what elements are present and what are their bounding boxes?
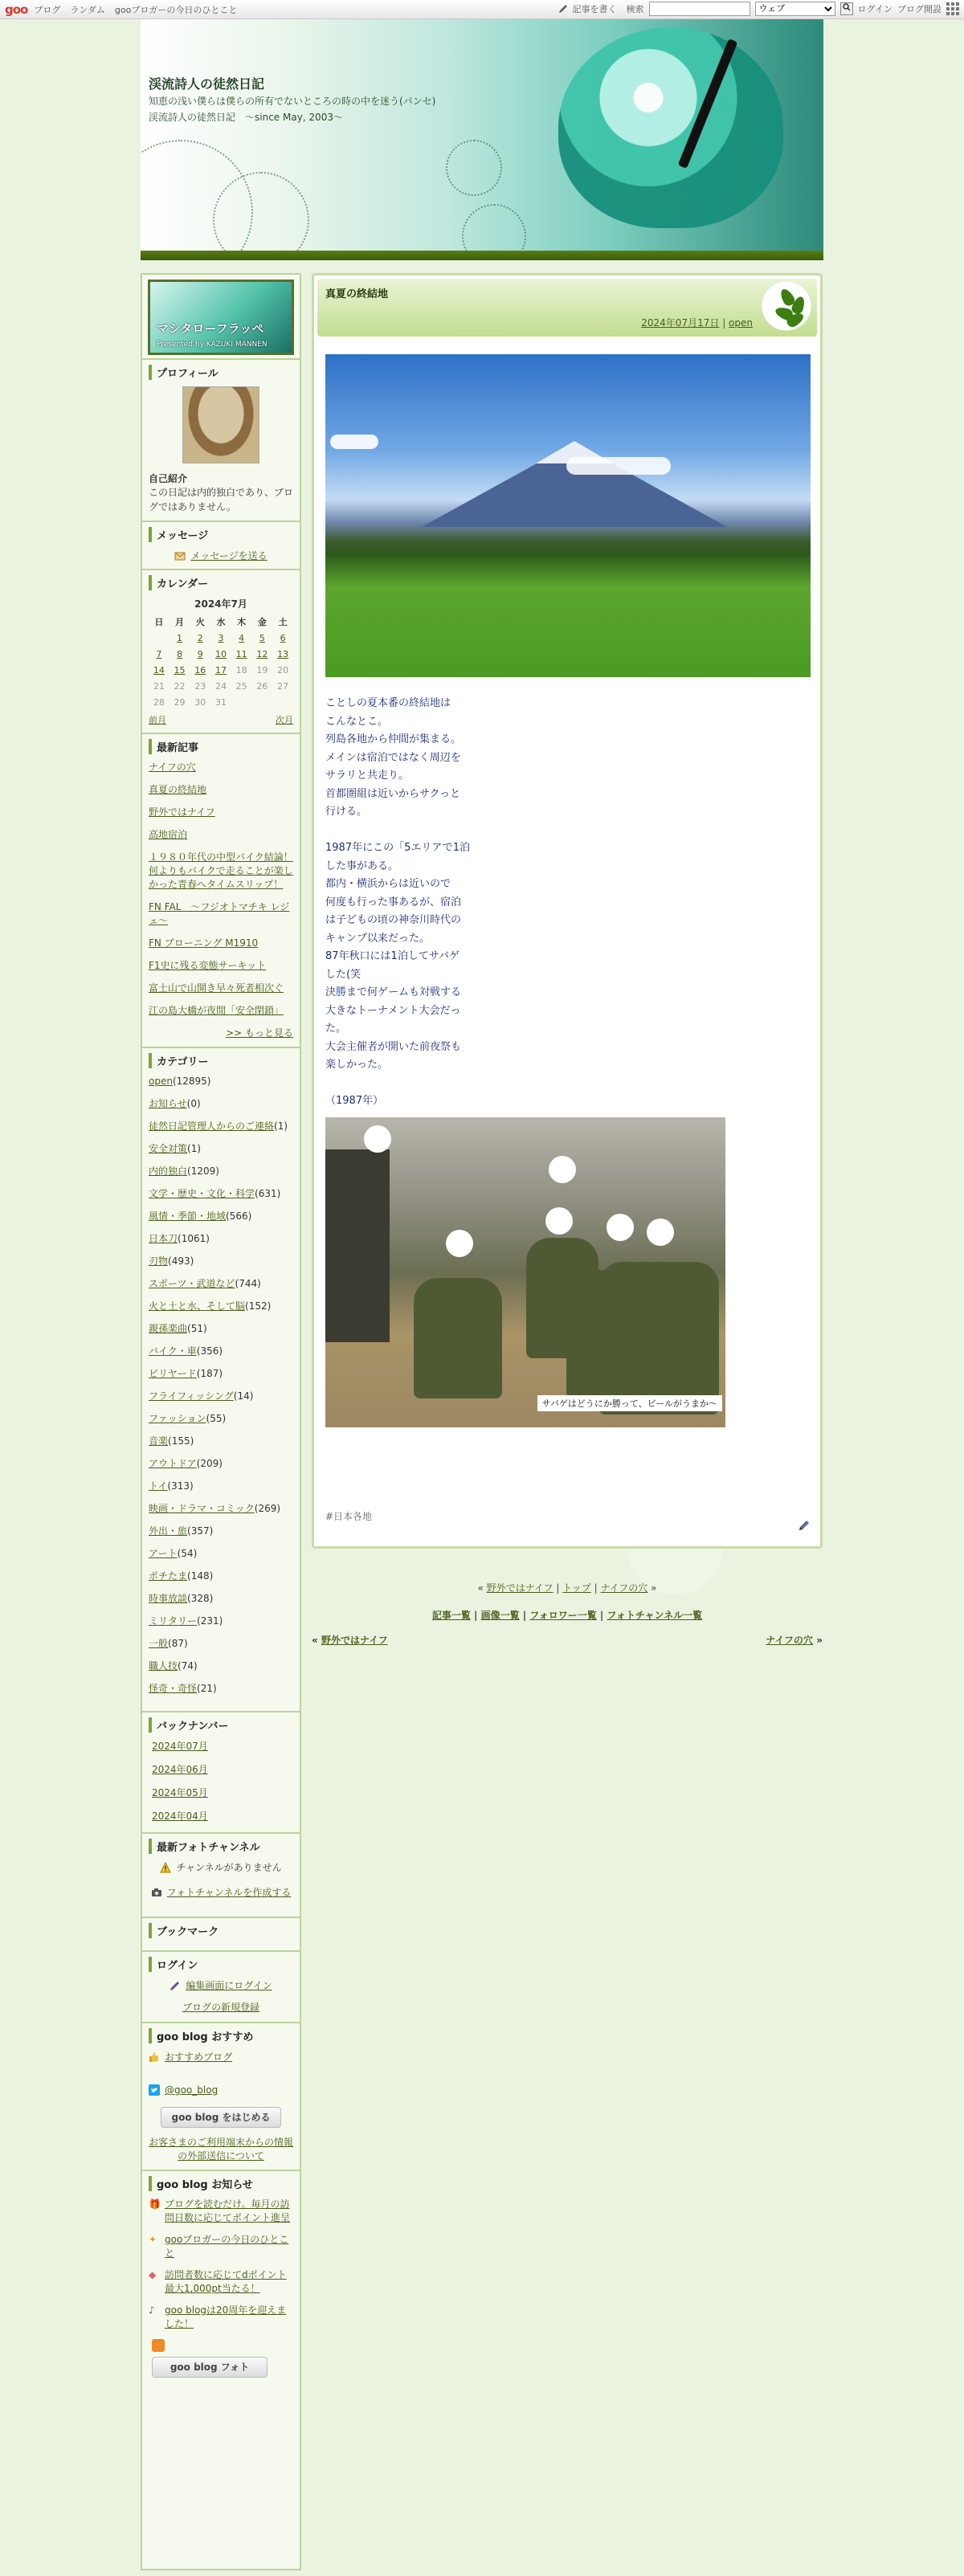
category-item xyxy=(149,1525,293,1538)
start-goo-blog-label: goo blog をはじめる xyxy=(171,2112,271,2123)
category-section xyxy=(142,1047,300,1711)
category-link[interactable]: 徒然日記管理人からのご連絡 xyxy=(149,1121,275,1132)
category-item xyxy=(149,1547,293,1561)
top-bar xyxy=(0,0,964,19)
external-transmission-link[interactable]: お客さまのご利用端末からの情報の外部送信について xyxy=(149,2137,294,2162)
calendar-prev-link[interactable]: 前月 xyxy=(149,715,166,725)
category-count: (74) xyxy=(178,1660,198,1672)
message-heading: メッセージ xyxy=(149,527,293,542)
topbar-link-random[interactable]: ランダム xyxy=(70,4,105,15)
backnumber-link[interactable]: 2024年06月 xyxy=(152,1764,208,1775)
mount-fuji-photo[interactable] xyxy=(325,354,811,677)
category-count: (357) xyxy=(187,1525,214,1537)
calendar-day[interactable]: 16 xyxy=(194,664,206,676)
article-header xyxy=(317,279,817,337)
category-link[interactable]: スポーツ・武道など xyxy=(149,1278,235,1289)
article-line: 大会主催者が開いた前夜祭も xyxy=(325,1040,462,1053)
calendar-day[interactable]: 6 xyxy=(280,632,286,643)
photo-caption: サバゲはどうにか勝って、ビールがうまか～ xyxy=(537,1395,722,1411)
category-item xyxy=(149,1187,293,1201)
prev-article-link[interactable]: 野外ではナイフ xyxy=(321,1635,388,1646)
news-link[interactable]: 訪問者数に応じてdポイント最大1,000pt当たる！ xyxy=(165,2269,287,2294)
lace-decoration xyxy=(213,172,309,260)
pager-separator: » xyxy=(647,1582,657,1594)
blog-header xyxy=(141,19,823,260)
category-count: (1) xyxy=(187,1143,202,1154)
send-message-link[interactable]: メッセージを送る xyxy=(190,550,268,561)
article-line: 大きなトーナメント大会だっ xyxy=(325,1004,461,1017)
sidebar-logo-image xyxy=(148,280,294,355)
category-link[interactable]: ミリタリー xyxy=(149,1615,198,1627)
search-label: 検索 xyxy=(626,4,644,14)
category-link[interactable]: 外出・旅 xyxy=(149,1525,188,1537)
category-item xyxy=(149,1570,293,1583)
recent-article-link[interactable]: 真夏の終結地 xyxy=(149,784,207,795)
recent-article-link[interactable]: １９８０年代の中型バイク結論！何よりもバイクで走ることが楽しかった青春へタイムスリップ！ xyxy=(149,851,293,890)
calendar-day: 29 xyxy=(174,696,186,708)
calendar-day[interactable]: 5 xyxy=(259,632,265,643)
calendar-day: 20 xyxy=(277,664,289,676)
news-section xyxy=(142,2170,300,2384)
calendar-day xyxy=(231,694,252,710)
category-link[interactable]: 日本刀 xyxy=(149,1233,178,1244)
leaf-decoration xyxy=(758,277,815,335)
article-pager xyxy=(312,1581,823,1594)
category-link[interactable]: 火と土と水、そして脳 xyxy=(149,1300,246,1312)
no-channel-text: チャンネルがありません xyxy=(176,1862,282,1873)
news-link[interactable]: ブログを読むだけ。毎月の訪問日数に応じてポイント進呈 xyxy=(165,2198,291,2223)
calendar-day[interactable]: 14 xyxy=(153,664,165,676)
thumbs-up-icon xyxy=(149,2051,160,2063)
category-item xyxy=(149,1435,293,1448)
calendar-day[interactable]: 2 xyxy=(197,632,203,643)
follower-list-link[interactable]: フォロワー一覧 xyxy=(529,1610,597,1621)
recent-article-link[interactable]: 富士山で山開き早々死者相次ぐ xyxy=(149,982,284,994)
article-line: キャンプ以来だった。 xyxy=(325,932,431,945)
category-item xyxy=(149,1390,293,1403)
weekday-label: 火 xyxy=(195,617,205,627)
calendar-day xyxy=(252,694,273,710)
search-input[interactable] xyxy=(649,2,750,16)
recent-article-link[interactable]: 江の島大橋が夜間「安全閉鎖」 xyxy=(149,1005,284,1016)
article-line: た。 xyxy=(325,1023,347,1035)
article-line: は子どもの頃の神奈川時代の xyxy=(325,914,462,926)
category-link[interactable]: 風情・季節・地域 xyxy=(149,1210,227,1222)
calendar-day: 23 xyxy=(194,680,206,692)
sparkle-icon: ✦ xyxy=(149,2234,157,2245)
search-button[interactable] xyxy=(840,2,853,15)
news-link[interactable]: gooブロガーの今日のひとこと xyxy=(165,2234,289,2259)
category-count: (493) xyxy=(168,1255,194,1267)
category-item xyxy=(149,1345,293,1358)
article-line: した事がある。 xyxy=(325,859,399,872)
calendar-day[interactable]: 12 xyxy=(256,648,268,659)
recommend-section xyxy=(142,2022,300,2170)
category-link[interactable]: 安全対策 xyxy=(149,1143,188,1154)
photo-channel-heading: 最新フォトチャンネル xyxy=(149,1839,293,1854)
category-item xyxy=(149,1232,293,1246)
blog-description: 知恵の浅い僕らは僕らの所有でないところの時の中を迷う(パンセ) 渓流詩人の徒然日記 ～since May, 2003～ xyxy=(149,96,446,123)
article-line xyxy=(325,822,486,840)
twitter-link[interactable]: @goo_blog xyxy=(165,2084,219,2096)
weekday-label: 木 xyxy=(237,617,247,627)
category-link[interactable]: ファッション xyxy=(149,1413,206,1424)
recent-articles-heading: 最新記事 xyxy=(149,739,293,754)
article-title[interactable]: 真夏の終結地 xyxy=(325,288,389,300)
new-blog-register-link[interactable]: ブログの新規登録 xyxy=(182,2002,259,2013)
camera-icon xyxy=(151,1887,162,1898)
start-goo-blog-button[interactable] xyxy=(161,2107,281,2128)
category-count: (1) xyxy=(274,1121,288,1132)
article-date-link[interactable]: 2024年07月17日 xyxy=(641,317,720,329)
category-link[interactable]: 刃物 xyxy=(149,1255,169,1267)
profile-section xyxy=(142,358,300,521)
weekday-label: 日 xyxy=(154,617,164,627)
category-count: (148) xyxy=(187,1570,214,1582)
category-count: (12895) xyxy=(172,1076,211,1087)
calendar-day[interactable]: 13 xyxy=(277,648,289,659)
calendar-day: 24 xyxy=(214,680,227,692)
category-item xyxy=(149,1412,293,1426)
article-line: サラリと共走り。 xyxy=(325,770,410,782)
article-list-link[interactable]: 記事一覧 xyxy=(431,1610,471,1621)
edit-pencil-icon[interactable] xyxy=(798,1519,811,1532)
article-line: 行ける。 xyxy=(325,806,368,818)
blog-title[interactable]: 渓流詩人の徒然日記 xyxy=(149,76,265,92)
backnumber-heading: バックナンバー xyxy=(149,1717,293,1733)
weekday-label: 金 xyxy=(257,617,267,627)
calendar-day: 28 xyxy=(153,696,165,708)
category-link[interactable]: 職人技 xyxy=(149,1660,178,1672)
warning-icon xyxy=(160,1862,171,1873)
calendar-day[interactable]: 10 xyxy=(214,648,227,659)
topbar-link-blog[interactable]: ブログ xyxy=(34,4,61,15)
recommend-heading: goo blog おすすめ xyxy=(149,2028,293,2043)
shaved-ice-glass-image xyxy=(558,27,783,228)
login-heading: ログイン xyxy=(149,1957,293,1972)
category-item xyxy=(149,1255,293,1268)
article-line: 1987年にこの「5エリアで1泊 xyxy=(325,842,471,854)
article-line: 決勝まで何ゲームも対戦する xyxy=(325,986,462,998)
lace-decoration xyxy=(446,140,502,196)
article-body xyxy=(325,695,486,1111)
category-link[interactable]: 文学・歴史・文化・科学 xyxy=(149,1188,255,1199)
calendar-section xyxy=(142,569,300,733)
group-photo-1987[interactable] xyxy=(325,1117,725,1427)
article-line: （1987年） xyxy=(325,1095,384,1107)
pager-separator: « xyxy=(477,1582,487,1594)
flag-pole-image xyxy=(325,1149,390,1342)
category-count: (21) xyxy=(197,1683,217,1694)
calendar-day[interactable]: 8 xyxy=(177,648,183,659)
goo-logo[interactable]: goo xyxy=(5,2,28,17)
calendar-day[interactable]: 17 xyxy=(214,664,227,676)
recent-article-link[interactable]: 高地宿泊 xyxy=(149,829,188,840)
category-link[interactable]: トイ xyxy=(149,1480,168,1492)
calendar-day: 25 xyxy=(235,680,247,692)
category-link[interactable]: open xyxy=(149,1076,173,1087)
goo-blog-photo-button[interactable] xyxy=(152,2357,268,2378)
calendar-heading: カレンダー xyxy=(149,575,293,590)
calendar-month: 2024年7月 xyxy=(194,598,247,610)
article-line: 楽しかった。 xyxy=(325,1059,389,1071)
calendar-day: 18 xyxy=(235,664,247,676)
category-count: (0) xyxy=(186,1098,201,1109)
message-section xyxy=(142,521,300,569)
category-count: (55) xyxy=(206,1413,227,1424)
pager-prev-link[interactable]: 野外ではナイフ xyxy=(486,1582,553,1594)
category-item xyxy=(149,1592,293,1606)
weekday-label: 土 xyxy=(278,617,288,627)
category-item xyxy=(149,1300,293,1313)
recommend-blog-link[interactable]: おすすめブログ xyxy=(165,2051,233,2063)
category-count: (631) xyxy=(255,1188,281,1199)
edit-login-link[interactable]: 編集画面にログイン xyxy=(186,1980,272,1991)
category-count: (356) xyxy=(196,1345,223,1357)
calendar-day xyxy=(149,630,170,646)
category-count: (1209) xyxy=(187,1166,219,1177)
category-count: (744) xyxy=(235,1278,261,1289)
calendar-day: 31 xyxy=(214,696,227,708)
category-count: (51) xyxy=(187,1323,207,1334)
topbar-link-hitokoto[interactable]: gooブロガーの今日のひとこと xyxy=(114,4,238,15)
create-photo-channel-link[interactable]: フォトチャンネルを作成する xyxy=(166,1887,292,1898)
category-count: (209) xyxy=(196,1458,223,1469)
profile-intro-heading: 自己紹介 xyxy=(149,473,188,484)
calendar-day xyxy=(272,694,293,710)
category-link[interactable]: 内的独白 xyxy=(149,1166,188,1177)
photo-channel-section xyxy=(142,1832,300,1917)
gift-icon: 🎁 xyxy=(149,2198,161,2210)
article xyxy=(312,273,823,1549)
goo-blog-photo-label: goo blog フォト xyxy=(170,2362,250,2373)
recent-articles-section xyxy=(142,733,300,1047)
article-line: 列島各地から仲間が集まる。 xyxy=(325,733,462,745)
profile-avatar[interactable] xyxy=(182,386,259,463)
category-item xyxy=(149,1075,293,1088)
category-link[interactable]: ポチたま xyxy=(149,1570,188,1582)
open-blog-link[interactable]: ブログ開設 xyxy=(897,4,942,14)
weekday-label: 月 xyxy=(175,617,185,627)
category-link[interactable]: 一般 xyxy=(149,1638,169,1649)
article-line: こんなとこ。 xyxy=(325,715,389,728)
category-item xyxy=(149,1502,293,1516)
category-count: (187) xyxy=(196,1368,223,1379)
category-item xyxy=(149,1637,293,1651)
calendar-day: 22 xyxy=(174,680,186,692)
category-link[interactable]: 怪奇・奇怪 xyxy=(149,1683,198,1694)
diamond-icon: ◆ xyxy=(149,2269,157,2280)
rss-icon[interactable] xyxy=(152,2339,165,2352)
category-count: (269) xyxy=(254,1503,281,1514)
article-line: 首都圏組は近いからサクっと xyxy=(325,787,460,800)
category-item xyxy=(149,1277,293,1291)
backnumber-link[interactable]: 2024年04月 xyxy=(152,1811,208,1822)
login-link[interactable]: ログイン xyxy=(857,4,893,14)
news-link[interactable]: goo blogは20周年を迎えました！ xyxy=(165,2305,287,2329)
calendar-day[interactable]: 3 xyxy=(218,632,224,643)
recent-article-link[interactable]: FN FAL ～フジオトマチキ レジェ～ xyxy=(149,901,290,926)
category-item xyxy=(149,1097,293,1111)
category-item xyxy=(149,1457,293,1471)
category-count: (87) xyxy=(168,1638,188,1649)
category-count: (566) xyxy=(226,1210,252,1222)
pager-next-link[interactable]: ナイフの穴 xyxy=(600,1582,648,1594)
article-category-link[interactable]: open xyxy=(729,317,753,329)
pencil-icon xyxy=(558,4,568,14)
category-count: (152) xyxy=(245,1300,272,1312)
recent-article-link[interactable]: ナイフの穴 xyxy=(149,761,196,773)
pager-top-link[interactable]: トップ xyxy=(562,1582,591,1594)
calendar-day: 21 xyxy=(153,680,165,692)
calendar-day[interactable]: 7 xyxy=(156,648,162,659)
search-icon xyxy=(843,3,851,11)
music-note-icon: ♪ xyxy=(149,2305,155,2316)
category-link[interactable]: 音楽 xyxy=(149,1435,169,1447)
article-line: ことしの夏本番の終結地は xyxy=(325,697,451,709)
category-link[interactable]: フライフィッシング xyxy=(149,1390,234,1402)
pencil-icon xyxy=(170,1980,181,1991)
article-line: した(笑 xyxy=(325,968,362,981)
category-link[interactable]: アート xyxy=(149,1548,178,1559)
calendar-day: 26 xyxy=(256,680,268,692)
apps-grid-icon[interactable] xyxy=(946,2,959,15)
backnumber-link[interactable]: 2024年05月 xyxy=(152,1787,208,1798)
prev-next-nav: « 野外ではナイフ ナイフの穴 » xyxy=(312,1635,823,1646)
article-line: 何度も行った事あるが、宿泊 xyxy=(325,896,462,908)
profile-heading: プロフィール xyxy=(149,365,293,380)
category-item xyxy=(149,1367,293,1381)
write-article-link[interactable]: 記事を書く xyxy=(572,4,617,14)
envelope-icon xyxy=(174,550,186,561)
category-count: (1061) xyxy=(178,1233,210,1244)
article-line: メインは宿泊ではなく周辺を xyxy=(325,751,461,764)
category-item xyxy=(149,1322,293,1336)
recent-article-link[interactable]: FN ブローニング M1910 xyxy=(149,937,259,949)
category-count: (155) xyxy=(168,1435,194,1447)
backnumber-section xyxy=(142,1711,300,1832)
category-link[interactable]: 映画・ドラマ・コミック xyxy=(149,1503,255,1514)
recent-article-link[interactable]: F1史に残る変態サーキット xyxy=(149,960,267,971)
pager-separator: | xyxy=(590,1582,601,1594)
search-scope-select[interactable] xyxy=(755,2,835,16)
category-heading: カテゴリー xyxy=(149,1053,293,1068)
category-link[interactable]: 時事放談 xyxy=(149,1593,188,1604)
pager-separator: | xyxy=(553,1582,563,1594)
header-bottom-bar xyxy=(141,251,823,260)
calendar-day[interactable]: 9 xyxy=(197,648,203,659)
article-line: 87年秋口には1泊してサバゲ xyxy=(325,950,460,962)
calendar-day: 27 xyxy=(277,680,289,692)
bookmark-heading: ブックマーク xyxy=(149,1923,293,1938)
calendar-day[interactable]: 4 xyxy=(239,632,245,643)
category-item xyxy=(149,1659,293,1673)
calendar-day[interactable]: 15 xyxy=(174,664,186,676)
login-section xyxy=(142,1950,300,2022)
category-count: (54) xyxy=(177,1548,198,1559)
article-line xyxy=(325,1075,486,1093)
bookmark-section xyxy=(142,1917,300,1950)
category-item xyxy=(149,1210,293,1223)
category-link[interactable]: アウトドア xyxy=(149,1458,197,1469)
category-count: (14) xyxy=(233,1390,254,1402)
twitter-icon xyxy=(149,2084,160,2096)
sidebar xyxy=(141,273,301,2570)
sidebar-logo-subtext: Presented by KAZUKI MANNEN xyxy=(157,341,268,349)
backnumber-link[interactable]: 2024年07月 xyxy=(152,1741,208,1752)
calendar-day[interactable]: 1 xyxy=(177,632,183,643)
category-count: (231) xyxy=(197,1615,223,1627)
recent-article-link[interactable]: 野外ではナイフ xyxy=(149,806,215,818)
category-item xyxy=(149,1615,293,1628)
article-meta: 2024年07月17日 | open xyxy=(641,317,753,329)
category-link[interactable]: お知らせ xyxy=(149,1098,187,1109)
calendar-day: 30 xyxy=(194,696,206,708)
news-heading: goo blog お知らせ xyxy=(149,2176,293,2191)
article-line: 都内・横浜からは近いので xyxy=(325,878,451,890)
category-link[interactable]: ビリヤード xyxy=(149,1368,197,1379)
photo-channel-list-link[interactable]: フォトチャンネル一覧 xyxy=(607,1610,703,1621)
next-article-link[interactable]: ナイフの穴 xyxy=(766,1635,814,1646)
category-item xyxy=(149,1480,293,1493)
image-list-link[interactable]: 画像一覧 xyxy=(480,1610,520,1621)
category-item xyxy=(149,1120,293,1133)
category-count: (313) xyxy=(167,1480,194,1492)
category-item xyxy=(149,1142,293,1156)
more-articles-link[interactable]: >> もっと見る xyxy=(226,1027,293,1039)
calendar-day[interactable]: 11 xyxy=(235,648,247,659)
calendar-day: 19 xyxy=(256,664,268,676)
calendar-next-link[interactable]: 次月 xyxy=(276,715,293,725)
category-item xyxy=(149,1682,293,1696)
list-links: 記事一覧 | 画像一覧 | フォロワー一覧 | フォトチャンネル一覧 xyxy=(431,1610,703,1621)
profile-intro-text: この日記は内的独白であり、ブログではありません。 xyxy=(149,487,294,512)
calendar-table xyxy=(149,614,293,710)
article-tag[interactable]: #日本各地 xyxy=(325,1511,373,1522)
category-link[interactable]: バイク・車 xyxy=(149,1345,197,1357)
sidebar-logo-text: マシタローフラッペ xyxy=(157,321,264,336)
category-link[interactable]: 親孫楽曲 xyxy=(149,1323,188,1334)
category-count: (328) xyxy=(187,1593,214,1604)
category-item xyxy=(149,1165,293,1178)
weekday-label: 水 xyxy=(216,617,226,627)
